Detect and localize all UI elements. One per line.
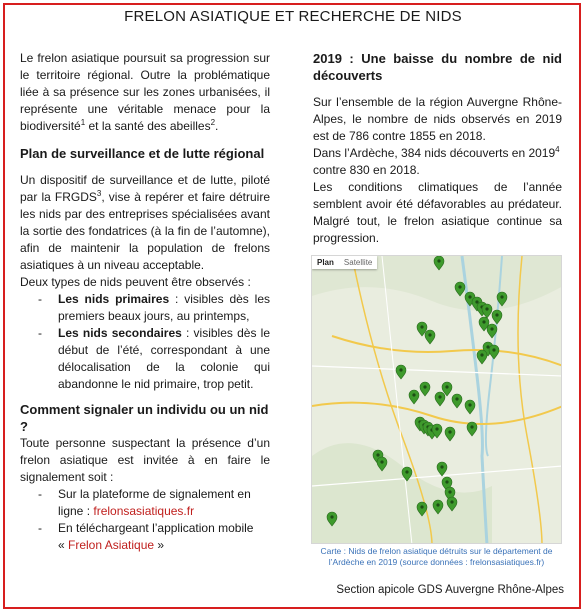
nest-marker-dot: [468, 403, 471, 406]
report-options-list: [20, 486, 270, 554]
nest-marker-dot: [420, 505, 423, 508]
nest-marker-dot: [423, 385, 426, 388]
nest-marker-dot: [330, 515, 333, 518]
nest-marker-dot: [492, 348, 495, 351]
tab-plan[interactable]: Plan: [317, 258, 334, 267]
nest-marker-dot: [468, 295, 471, 298]
intro-paragraph: Le frelon asiatique poursuit sa progression sur le territoire régional. Outre la problématique liée à sa présence sur les zones urbanisées, il représente une véritable menace pour la biodiversité$^1$ et la santé des abeilles$^2$.: [20, 51, 270, 133]
nest-marker-dot: [475, 300, 478, 303]
nest-marker-dot: [435, 427, 438, 430]
nest-marker-dot: [495, 313, 498, 316]
nest-marker-dot: [448, 490, 451, 493]
right-column: [313, 50, 562, 247]
nest-marker-dot: [450, 500, 453, 503]
nest-marker-dot: [470, 425, 473, 428]
nest-types-list: [20, 291, 270, 393]
nest-marker-dot: [480, 353, 483, 356]
nest-marker-dot: [380, 460, 383, 463]
nest-marker-dot: [399, 368, 402, 371]
list-item: - En téléchargeant l’application mobile « Frelon Asiatique »: [38, 520, 270, 554]
app-name: Frelon Asiatique: [68, 538, 155, 552]
types-intro: Deux types de nids peuvent être observés :: [20, 275, 251, 289]
nest-marker-dot: [437, 259, 440, 262]
nest-marker-dot: [490, 327, 493, 330]
nest-marker-dot: [482, 320, 485, 323]
nest-marker-dot: [448, 430, 451, 433]
nest-marker-dot: [440, 465, 443, 468]
stats-heading: 2019 : Une baisse du nombre de nid découverts: [313, 51, 562, 83]
nest-marker-dot: [412, 393, 415, 396]
nest-marker-dot: [445, 480, 448, 483]
nest-marker-dot: [420, 325, 423, 328]
nest-marker-dot: [500, 295, 503, 298]
nest-marker-dot: [455, 397, 458, 400]
plan-paragraph: Un dispositif de surveillance et de lutte, piloté par la FRGDS$^3$, vise à repérer et faire détruire les nids par des entreprises spécialisées avant la sortie des fondatrices (à la fin de l’automne), afin de maintenir la population de frelons asiatiques à un niveau acceptable.: [20, 173, 270, 272]
nest-marker-dot: [445, 385, 448, 388]
nest-marker-dot: [458, 285, 461, 288]
map-canvas: [312, 256, 562, 544]
conditions-paragraph: Les conditions climatiques de l’année semblent avoir été défavorables au prédateur. Malgré tout, le frelon asiatique continue sa progression.: [313, 180, 562, 245]
list-item: - Les nids secondaires : visibles dès le début de l’été, correspondant à une délocalisation de la colonie qui abandonne le nid primaire, trop petit.: [38, 325, 270, 393]
nest-map[interactable]: [311, 255, 562, 544]
list-item: - Les nids primaires : visibles dès les premiers beaux jours, au printemps,: [38, 291, 270, 325]
plan-heading: Plan de surveillance et de lutte régional: [20, 146, 265, 161]
nest-marker-dot: [438, 395, 441, 398]
page-title: FRELON ASIATIQUE ET RECHERCHE DE NIDS: [124, 8, 462, 25]
left-column: [20, 50, 270, 554]
ardeche-stats-paragraph: Dans l’Ardèche, 384 nids découverts en 2019$^4$ contre 830 en 2018.: [313, 145, 560, 177]
list-item: - Sur la plateforme de signalement en ligne : frelonsasiatiques.fr: [38, 486, 270, 520]
footer-credit: Section apicole GDS Auvergne Rhône-Alpes: [336, 584, 564, 596]
tab-satellite[interactable]: Satellite: [343, 258, 373, 267]
map-type-tabs: [312, 256, 377, 269]
nest-marker-dot: [436, 503, 439, 506]
nest-marker-dot: [405, 470, 408, 473]
nest-marker-dot: [376, 453, 379, 456]
nest-marker-dot: [485, 307, 488, 310]
report-paragraph: Toute personne suspectant la présence d’un frelon asiatique est invitée à en faire le signalement soit :: [20, 436, 270, 484]
region-stats-paragraph: Sur l’ensemble de la région Auvergne Rhône-Alpes, le nombre de nids observés en 2019 est de 786 contre 1855 en 2018.: [313, 95, 562, 143]
website-link[interactable]: frelonsasiatiques.fr: [93, 504, 195, 518]
nest-marker-dot: [428, 333, 431, 336]
map-caption: Carte : Nids de frelon asiatique détruits sur le département de l’Ardèche en 2019 (source données : frelonsasiatiques.fr): [320, 546, 553, 567]
report-heading: Comment signaler un individu ou un nid ?: [20, 402, 269, 434]
